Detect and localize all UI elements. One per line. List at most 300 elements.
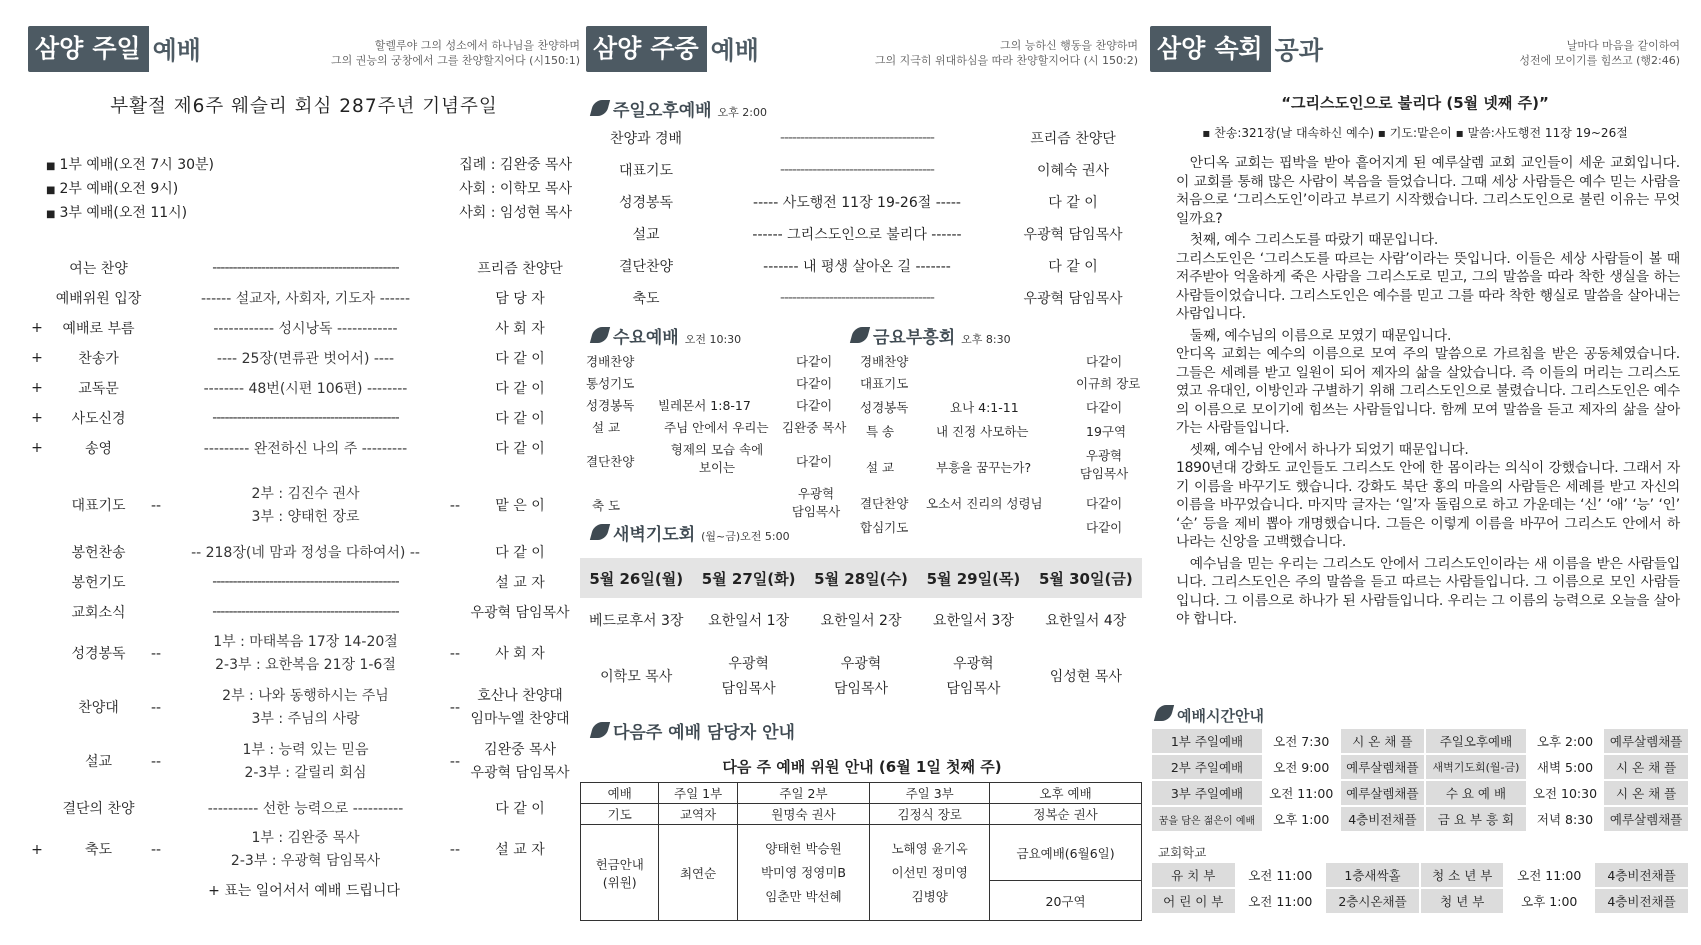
table-cell: 오전 11:00 xyxy=(1269,786,1334,801)
order-leader: 설 교 자 xyxy=(495,841,545,858)
dawn-day: 5월 27일(화) xyxy=(701,569,796,588)
table-cell: 시 온 채 플 xyxy=(1604,755,1688,779)
order-label: 축도 xyxy=(84,841,113,858)
table-header: 주일 3부 xyxy=(870,783,990,804)
wed-label: 축 도 xyxy=(592,498,621,513)
section-title: 새벽기도회 xyxy=(613,525,696,545)
order-detail: -------------------------------------- xyxy=(780,130,934,146)
logo-section: 속회 xyxy=(1212,26,1270,72)
logo-church: 삼양 xyxy=(1150,26,1212,72)
offer-name: 이선민 정미영 xyxy=(891,864,968,880)
dawn-preacher xyxy=(805,652,917,702)
order-leader: 사 회 자 xyxy=(495,645,545,662)
table-cell: 3부 주일예배 xyxy=(1152,781,1262,805)
stand-mark: + xyxy=(31,320,43,336)
fri-detail: 내 진정 사모하는 xyxy=(936,424,1029,439)
header xyxy=(1150,20,1680,82)
reading-line: 2-3부 : 요한복음 21장 1-6절 xyxy=(215,657,396,673)
section-title: 주일오후예배 xyxy=(613,101,712,121)
next-week-subtitle: 다음 주 예배 위원 안내 (6월 1일 첫째 주) xyxy=(722,758,1002,776)
offer-name: 양태헌 박승원 xyxy=(765,840,842,856)
service-label: 1부 예배(오전 7시 30분) xyxy=(59,157,215,173)
dawn-text: 요한일서 3장 xyxy=(932,613,1014,629)
dash-mark: -- xyxy=(151,699,162,716)
order-label: 축도 xyxy=(632,291,660,307)
dash-mark: -- xyxy=(151,497,162,514)
verse-line: 성전에 모이기를 힘쓰고 (행2:46) xyxy=(1519,54,1680,67)
verse-line: 그의 능하신 행동을 찬양하며 xyxy=(999,39,1138,52)
table-cell: 예루살렘채플 xyxy=(1604,807,1688,831)
fri-detail: 요나 4:1-11 xyxy=(950,400,1019,415)
dash-mark: -- xyxy=(151,753,162,770)
fri-leader-line: 담임목사 xyxy=(1079,466,1129,481)
dash-mark: -- xyxy=(151,841,162,858)
paragraph-heading: 셋째, 예수님 안에서 하나가 되었기 때문입니다. xyxy=(1189,441,1469,458)
wed-label: 경배찬양 xyxy=(586,354,635,369)
order-detail: -- 218장(네 맘과 정성을 다하여서) -- xyxy=(191,545,420,561)
service-leader: 사회 : 임성현 목사 xyxy=(459,205,572,221)
order-label: 봉헌기도 xyxy=(71,575,126,591)
fri-detail: 오소서 진리의 성령님 xyxy=(926,496,1043,511)
dawn-prayer-heading xyxy=(592,520,790,545)
sunday-afternoon-heading xyxy=(592,96,767,121)
order-row xyxy=(28,540,580,564)
wed-leader-line: 우광혁 xyxy=(797,486,835,501)
standing-note: + 표는 일어서서 예배 드립니다 xyxy=(208,883,400,899)
table-cell: 청 소 년 부 xyxy=(1421,863,1504,887)
order-detail: ------------ 성시낭독 ------------ xyxy=(213,321,398,337)
table-row xyxy=(1152,863,1688,887)
table-cell xyxy=(870,825,990,921)
preacher: 김완중 목사 xyxy=(483,742,557,758)
paragraph: 예수님을 믿는 우리는 그리스도 안에서 그리스도인이라는 새 이름을 받은 사람들입니다. 그리스도인은 주의 말씀을 듣고 따르는 사람들입니다. 그 이름으로 모인 사람들입니다. 그 이름으로 하나가 된 사람들입니다. 우리는 그 이름의 능력으로 오늘을 살아야 합니다. xyxy=(1176,555,1680,627)
dash-mark: -- xyxy=(449,497,460,514)
dawn-texts xyxy=(580,598,1142,642)
logo-section: 주중 xyxy=(648,26,706,72)
logo xyxy=(1150,20,1323,78)
order-label: 성경봉독 xyxy=(618,195,674,211)
section-title: 금요부흥회 xyxy=(873,328,956,348)
order-label: 봉헌찬송 xyxy=(71,545,126,561)
table-row xyxy=(1152,807,1688,831)
table-cell: 수 요 예 배 xyxy=(1426,781,1526,805)
dawn-preacher xyxy=(1030,665,1142,690)
table-cell: 교역자 xyxy=(659,804,737,825)
fri-leader-line: 우광혁 xyxy=(1085,448,1123,463)
service-label: 3부 예배(오전 11시) xyxy=(59,205,188,221)
dawn-preacher xyxy=(917,652,1029,702)
sermon-line: 1부 : 능력 있는 믿음 xyxy=(242,742,369,758)
fri-label: 대표기도 xyxy=(860,376,909,391)
fri-label: 설 교 xyxy=(866,460,895,475)
order-row xyxy=(586,222,1138,246)
order-detail: ---------------------------------------------- xyxy=(212,260,399,276)
table-cell: 금요예배(6월6일) xyxy=(990,825,1142,881)
order-detail: ---------------------------------------------- xyxy=(212,574,399,590)
dawn-day: 5월 28일(수) xyxy=(814,569,908,588)
order-leader: 맡 은 이 xyxy=(495,497,545,514)
service-3: ■ 3부 예배(오전 11시) xyxy=(46,205,188,221)
table-row xyxy=(581,783,1142,804)
dawn-preacher xyxy=(580,665,692,690)
order-leader: 다 같 이 xyxy=(495,441,545,457)
wed-leader: 다같이 xyxy=(796,376,833,391)
cell-group-lesson-column xyxy=(1150,0,1683,945)
order-row xyxy=(586,254,1138,278)
fri-label: 성경봉독 xyxy=(860,400,909,415)
leaf-icon xyxy=(590,524,610,540)
next-week-table xyxy=(580,782,1142,921)
order-leader: 다 같 이 xyxy=(495,801,545,817)
table-row xyxy=(581,804,1142,825)
fri-leader xyxy=(1074,446,1134,482)
dawn-preacher-line: 임성현 목사 xyxy=(1049,668,1122,685)
dash-mark: -- xyxy=(449,753,460,770)
lesson-meta: ▪ 찬송:321장(날 대속하신 예수) ▪ 기도:맡은이 ▪ 말씀:사도행전 11장 19~26절 xyxy=(1202,126,1628,140)
order-row xyxy=(28,436,580,460)
church-school-table xyxy=(1150,861,1690,915)
bless-line: 2-3부 : 우광혁 담임목사 xyxy=(230,853,381,869)
table-cell: 꿈을 담은 젊은이 예배 xyxy=(1152,807,1262,831)
service-times-heading xyxy=(1156,705,1264,726)
fri-leader: 다같이 xyxy=(1086,520,1123,535)
table-row xyxy=(1152,781,1688,805)
wed-leader-line: 담임목사 xyxy=(791,504,841,519)
order-label: 설교 xyxy=(632,227,660,243)
wed-detail-line: 형제의 모습 속에 xyxy=(670,442,764,457)
stand-mark: + xyxy=(31,841,43,858)
offer-name: 박미영 정영미B xyxy=(760,864,846,880)
sunday-worship-column xyxy=(28,0,580,945)
choir-line: 2부 : 나와 동행하시는 주님 xyxy=(222,688,389,704)
fri-label: 특 송 xyxy=(866,424,895,439)
order-leader: 설 교 자 xyxy=(495,575,545,591)
order-detail: ---------- 선한 능력으로 ---------- xyxy=(207,801,404,817)
choir-line: 3부 : 주님의 사랑 xyxy=(251,711,360,727)
dawn-prayer-table xyxy=(580,558,1142,712)
choir-name: 임마누엘 찬양대 xyxy=(470,711,570,727)
stand-mark: + xyxy=(31,410,43,426)
table-header: 주일 1부 xyxy=(659,783,737,804)
wed-leader: 다같이 xyxy=(796,454,833,469)
choir-row xyxy=(28,684,580,732)
table-cell: 오전 10:30 xyxy=(1532,786,1598,801)
fri-detail: 부흥을 꿈꾸는가? xyxy=(936,460,1032,475)
table-cell: 20구역 xyxy=(990,881,1142,921)
order-row xyxy=(28,600,580,624)
leaf-icon xyxy=(1154,705,1174,721)
order-label: 여는 찬양 xyxy=(69,261,128,277)
order-leader: 우광혁 담임목사 xyxy=(1023,227,1123,243)
order-detail: ---------------------------------------------- xyxy=(212,604,399,620)
logo-title: 예배 xyxy=(152,36,201,65)
table-cell xyxy=(581,825,659,921)
order-leader: 다 같 이 xyxy=(495,545,545,561)
order-leader: 사 회 자 xyxy=(495,321,545,337)
dawn-text: 요한일서 2장 xyxy=(820,613,902,629)
header xyxy=(586,20,1138,82)
wed-leader: 다같이 xyxy=(796,398,833,413)
section-time: (월~금)오전 5:00 xyxy=(701,530,790,543)
paragraph: 1890년대 강화도 교인들도 그리스도 안에 한 몸이라는 의식이 강했습니다. 그래서 자기 이름을 바꾸기도 했습니다. 강화도 북단 홍의 마을의 사람들은 세례를 받고 자신의 이름을 바꾸었습니다. 마지막 글자는 ‘일’자 돌림으로 하고 가운데는 ‘신’ ‘애’ ‘능’ ‘인’ ‘순’ 등을 제비 뽑아 개명했습니다. 그들은 이렇게 이름을 바꾸어 그리스도 안에서 하나라는 신앙을 고백했습니다. xyxy=(1176,460,1680,550)
order-row xyxy=(28,316,580,340)
order-leader: 다 같 이 xyxy=(495,411,545,427)
order-label: 대표기도 xyxy=(618,163,674,179)
order-label: 설교 xyxy=(84,753,113,770)
table-cell xyxy=(737,825,870,921)
dawn-days xyxy=(580,558,1142,598)
verse-line: 그의 지극히 위대하심을 따라 찬양할지어다 (시 150:2) xyxy=(874,54,1138,67)
prayer-row xyxy=(28,482,580,530)
dawn-preacher-line: 이학모 목사 xyxy=(600,668,673,685)
logo xyxy=(28,20,201,78)
order-label: 성경봉독 xyxy=(71,645,126,662)
table-cell: 어 린 이 부 xyxy=(1152,889,1235,913)
order-label: 찬양과 경배 xyxy=(609,131,683,147)
header-verse xyxy=(331,38,580,68)
wed-detail xyxy=(662,440,772,476)
table-cell: 금 요 부 흥 회 xyxy=(1426,807,1526,831)
leaf-icon xyxy=(590,722,610,738)
stand-mark: + xyxy=(31,350,43,366)
table-cell: 정복순 권사 xyxy=(990,804,1142,825)
offer-name: 김병양 xyxy=(911,888,948,904)
logo-section: 주일 xyxy=(90,26,148,72)
table-cell: 오전 9:00 xyxy=(1273,760,1330,775)
fri-leader: 다같이 xyxy=(1086,496,1123,511)
table-cell: 오후 1:00 xyxy=(1273,812,1330,827)
order-row xyxy=(28,570,580,594)
dawn-preacher-line: 우광혁 xyxy=(728,656,769,672)
prayer-line: 3부 : 양태헌 장로 xyxy=(251,509,360,525)
fri-leader: 19구역 xyxy=(1086,424,1127,439)
table-cell: 1층새싹홀 xyxy=(1326,863,1419,887)
order-label: 찬송가 xyxy=(78,351,119,367)
logo xyxy=(586,20,759,78)
paragraph-heading: 첫째, 예수 그리스도를 따랐기 때문입니다. xyxy=(1189,232,1439,248)
table-row xyxy=(1152,889,1688,913)
table-cell: 예루살렘채플 xyxy=(1604,729,1688,753)
service-leader: 집례 : 김완중 목사 xyxy=(459,157,572,173)
order-row xyxy=(586,286,1138,310)
order-label: 결단의 찬양 xyxy=(62,801,135,817)
leaf-icon xyxy=(590,100,610,116)
table-cell: 4층비전채플 xyxy=(1595,889,1688,913)
wed-leader xyxy=(786,484,846,520)
wed-label: 결단찬양 xyxy=(586,454,635,469)
lesson-body xyxy=(1176,154,1680,629)
table-cell: 2층시온채플 xyxy=(1326,889,1419,913)
order-detail: ------ 그리스도인으로 불리다 ------ xyxy=(752,227,962,243)
table-cell: 예루살렘채플 xyxy=(1341,781,1425,805)
order-leader: 프리즘 찬양단 xyxy=(477,261,563,277)
order-label: 송영 xyxy=(84,441,113,457)
section-time: 오전 10:30 xyxy=(684,333,742,346)
fri-label: 결단찬양 xyxy=(860,496,909,511)
table-cell: 시 온 채 플 xyxy=(1604,781,1688,805)
table-cell: 오후 2:00 xyxy=(1536,734,1594,749)
section-title: 예배시간안내 xyxy=(1177,707,1264,725)
order-detail: -------------------------------------- xyxy=(780,290,934,306)
order-row xyxy=(28,796,580,820)
dawn-preacher-line: 담임목사 xyxy=(721,681,776,697)
logo-title: 공과 xyxy=(1274,36,1323,65)
benediction-row xyxy=(28,826,580,874)
dawn-preacher-line: 담임목사 xyxy=(946,681,1001,697)
wed-leader: 김완중 목사 xyxy=(782,420,847,435)
bless-line: 1부 : 김완중 목사 xyxy=(251,830,360,846)
service-label: 2부 예배(오전 9시) xyxy=(59,181,179,197)
dawn-day: 5월 29일(목) xyxy=(926,569,1021,588)
reading-row xyxy=(28,630,580,678)
table-row xyxy=(581,825,1142,881)
order-detail: ------ 설교자, 사회자, 기도자 ------ xyxy=(200,291,411,307)
friday-heading xyxy=(852,323,1011,348)
order-leader: 다 같 이 xyxy=(495,351,545,367)
order-label: 예배위원 입장 xyxy=(55,291,142,307)
order-row xyxy=(586,158,1138,182)
order-leader: 이혜숙 권사 xyxy=(1036,163,1110,179)
table-cell: 4층비전채플 xyxy=(1341,807,1425,831)
dawn-preacher-line: 담임목사 xyxy=(833,681,889,697)
dawn-text: 베드로후서 3장 xyxy=(588,613,684,629)
order-label: 결단찬양 xyxy=(618,259,674,275)
table-cell: 시 온 채 플 xyxy=(1341,729,1425,753)
table-cell: 원명숙 권사 xyxy=(737,804,870,825)
verse-line: 그의 권능의 궁창에서 그를 찬양할지어다 (시150:1) xyxy=(330,54,580,67)
sermon-line: 2-3부 : 갈릴리 회심 xyxy=(244,765,367,781)
wed-label: 설 교 xyxy=(592,420,621,435)
wed-detail-line: 보이는 xyxy=(698,460,736,475)
table-header: 주일 2부 xyxy=(737,783,870,804)
order-row xyxy=(28,286,580,310)
table-header: 오후 예배 xyxy=(990,783,1142,804)
sermon-row xyxy=(28,738,580,786)
header-verse xyxy=(875,38,1138,68)
order-leader: 다 같 이 xyxy=(1048,259,1098,275)
order-detail: ---- 25장(면류관 벗어서) ---- xyxy=(216,351,395,367)
order-detail: --------- 완전하신 나의 주 --------- xyxy=(203,441,408,457)
header-verse xyxy=(1519,38,1680,68)
order-leader: 다 같 이 xyxy=(1048,195,1098,211)
table-row xyxy=(1152,729,1688,753)
table-cell: 오후 1:00 xyxy=(1521,894,1578,909)
stand-mark: + xyxy=(31,380,43,396)
offer-name: 노해영 윤기옥 xyxy=(891,840,968,856)
dawn-preacher-line: 우광혁 xyxy=(953,656,994,672)
dawn-preachers xyxy=(580,642,1142,712)
church-school-label: 교회학교 xyxy=(1158,845,1207,860)
header xyxy=(28,20,580,82)
order-row xyxy=(586,190,1138,214)
table-cell: 김정식 장로 xyxy=(870,804,990,825)
order-row xyxy=(28,376,580,400)
table-cell: 오전 7:30 xyxy=(1273,734,1330,749)
table-cell: 저녁 8:30 xyxy=(1536,812,1594,827)
fri-leader: 다같이 xyxy=(1086,354,1123,369)
table-cell: 오전 11:00 xyxy=(1517,868,1582,883)
table-cell: 새벽기도회(월-금) xyxy=(1426,755,1526,779)
order-detail: -------- 48번(시편 106편) -------- xyxy=(203,381,408,397)
order-label: 대표기도 xyxy=(71,497,126,514)
wed-label: 통성기도 xyxy=(586,376,635,391)
table-row xyxy=(1152,755,1688,779)
fri-label: 합심기도 xyxy=(860,520,909,535)
section-title: 다음주 예배 담당자 안내 xyxy=(613,723,795,743)
table-cell: 유 치 부 xyxy=(1152,863,1235,887)
dawn-day: 5월 26일(월) xyxy=(589,569,684,588)
order-leader: 다 같 이 xyxy=(495,381,545,397)
table-cell: 2부 주일예배 xyxy=(1152,755,1262,779)
paragraph: 안디옥 교회는 예수의 이름으로 모여 주의 말씀으로 가르침을 받은 공동체였습니다. 그들은 세례를 받고 일원이 되어 제자의 삶을 살았습니다. 즉 이들의 머리는 그리스도였고 유대인, 이방인과 구별하기 위해 그리스도인으로 불렸습니다. 그리스도인은 예수의 이름으로 모이기에 힘쓰는 사람들입니다. 함께 모여 말씀을 듣고 제자의 삶을 살아가는 사람들입니다. xyxy=(1176,346,1680,436)
wed-label: 성경봉독 xyxy=(586,398,635,413)
order-row xyxy=(586,126,1138,150)
table-cell: 기도 xyxy=(581,804,659,825)
section-time: 오후 2:00 xyxy=(717,106,767,119)
next-week-heading xyxy=(592,718,795,743)
fri-leader: 이규희 장로 xyxy=(1076,376,1141,391)
choir-name: 호산나 찬양대 xyxy=(477,688,563,704)
fri-leader: 다같이 xyxy=(1086,400,1123,415)
order-detail: ---------------------------------------------- xyxy=(212,410,399,426)
order-leader: 담 당 자 xyxy=(495,291,545,307)
reading-line: 1부 : 마태복음 17장 14-20절 xyxy=(213,634,398,650)
stand-mark: + xyxy=(31,440,43,456)
prayer-line: 2부 : 김진수 권사 xyxy=(251,486,360,502)
table-cell: 오전 11:00 xyxy=(1248,868,1313,883)
paragraph-heading: 둘째, 예수님의 이름으로 모였기 때문입니다. xyxy=(1189,327,1452,344)
order-row xyxy=(28,256,580,280)
table-cell: 1부 주일예배 xyxy=(1152,729,1262,753)
wed-detail: 빌레몬서 1:8-17 xyxy=(658,398,751,413)
table-cell: 새벽 5:00 xyxy=(1536,760,1594,775)
section-title: 수요예배 xyxy=(613,328,679,348)
dash-mark: -- xyxy=(151,645,162,662)
dash-mark: -- xyxy=(449,699,460,716)
order-label: 교독문 xyxy=(78,381,119,397)
table-cell: 예루살렘채플 xyxy=(1341,755,1425,779)
service-2: ■ 2부 예배(오전 9시) xyxy=(46,181,179,197)
logo-church: 삼양 xyxy=(28,26,90,72)
dawn-preacher xyxy=(692,652,804,702)
dawn-text: 요한일서 1장 xyxy=(708,613,790,629)
table-cell: 주일오후예배 xyxy=(1426,729,1526,753)
order-detail: ------- 내 평생 살아온 길 ------- xyxy=(763,259,951,275)
dawn-day: 5월 30일(금) xyxy=(1038,569,1133,588)
table-cell: 청 년 부 xyxy=(1421,889,1504,913)
wednesday-heading xyxy=(592,323,741,348)
order-label: 사도신경 xyxy=(71,411,126,427)
order-detail: ----- 사도행전 11장 19-26절 ----- xyxy=(753,195,961,211)
dash-mark: -- xyxy=(449,841,460,858)
order-label: 교회소식 xyxy=(71,605,126,621)
dawn-text: 요한일서 4장 xyxy=(1045,613,1127,629)
order-detail: -------------------------------------- xyxy=(780,162,934,178)
table-cell: 4층비전채플 xyxy=(1595,863,1688,887)
preacher: 우광혁 담임목사 xyxy=(470,765,570,781)
order-label: 찬양대 xyxy=(78,699,119,716)
paragraph: 그리스도인은 ‘그리스도를 따르는 사람’이라는 뜻입니다. 이들은 세상 사람들이 볼 때 저주받아 억울하게 죽은 사람을 그리스도로 믿고, 그의 말씀을 따라 착한 생실을 하는 사람들이었습니다. 그리스도인은 예수를 믿고 그를 따라 착한 행실로 말씀을 살아내는 사람입니다. xyxy=(1176,250,1680,322)
leaf-icon xyxy=(850,327,870,343)
lesson-title: “그리스도인으로 불리다 (5월 넷째 주)” xyxy=(1281,94,1549,112)
service-times-table xyxy=(1150,727,1690,833)
order-label: 예배로 부름 xyxy=(62,321,135,337)
wed-leader: 다같이 xyxy=(796,354,833,369)
leaf-icon xyxy=(590,327,610,343)
service-1: ■ 1부 예배(오전 7시 30분) xyxy=(46,157,215,173)
order-leader: 우광혁 담임목사 xyxy=(1023,291,1123,307)
offer-label: (위원) xyxy=(602,874,637,890)
